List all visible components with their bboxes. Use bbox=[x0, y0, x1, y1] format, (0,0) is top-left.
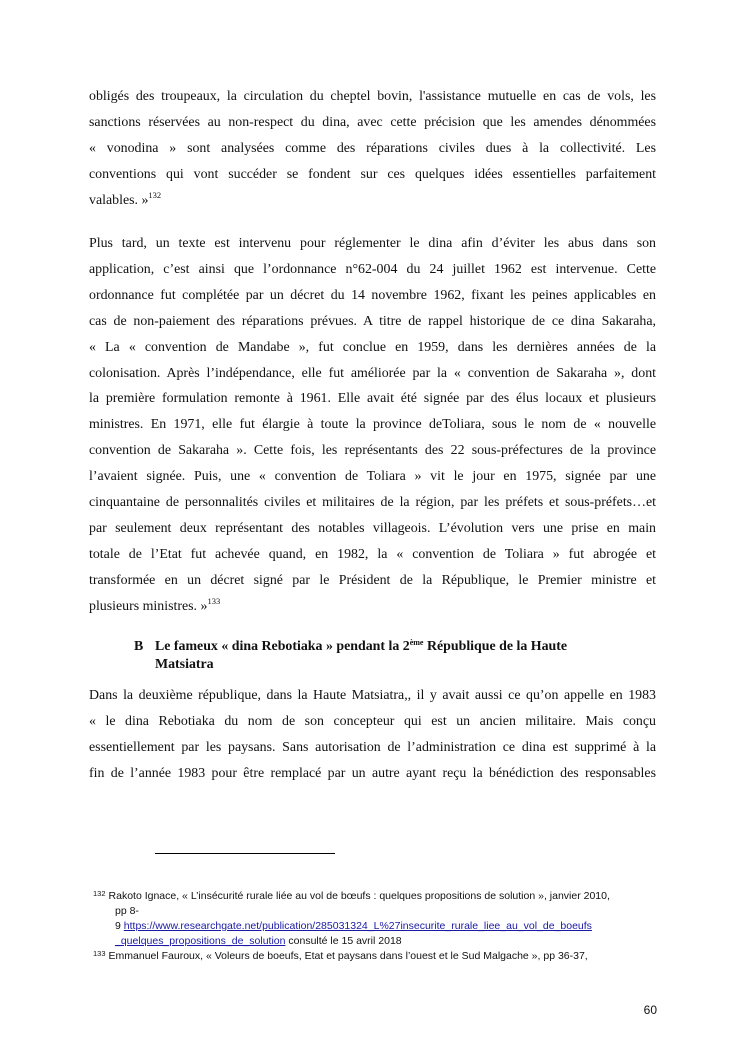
footnote-link[interactable]: https://www.researchgate.net/publication/285031324_L%27insecurite_rurale_liee_au_vol_de_boeufs bbox=[123, 920, 592, 932]
page-number: 60 bbox=[643, 1003, 657, 1017]
footnote-text: Rakoto Ignace, « L’insécurité rurale liée au vol de bœufs : quelques propositions de solution », janvier 2010, bbox=[108, 890, 610, 902]
paragraph-2 bbox=[89, 231, 656, 620]
footnote-133 bbox=[93, 946, 658, 964]
paragraph-1 bbox=[89, 84, 656, 214]
footnote-link-continued[interactable]: _quelques_propositions_de_solution bbox=[115, 935, 286, 947]
text-line: obligés des troupeaux, la circulation du cheptel bovin, l'assistance mutuelle en cas de vols, les bbox=[89, 89, 656, 104]
text-line: cinquantaine de personnalités civiles et militaires de la région, par les préfets et sous-préfets…et bbox=[89, 495, 656, 511]
text-line: transformée en un décret signé par le Président de la République, le Premier ministre et bbox=[89, 572, 656, 588]
section-letter: B bbox=[134, 639, 144, 654]
footnote-consulted: consulté le 15 avril 2018 bbox=[285, 935, 402, 947]
text-line-content: valables. » bbox=[89, 192, 149, 208]
footnote-number: 133 bbox=[93, 949, 106, 958]
text-line-content: plusieurs ministres. » bbox=[89, 598, 208, 614]
footnote-line: pp 8- bbox=[115, 905, 139, 917]
footnote-ref-133[interactable]: 133 bbox=[207, 595, 221, 606]
text-line: la première formulation remonte à 1961. Elle avait été signée par des élus locaux et plusieurs bbox=[89, 391, 656, 407]
text-line: « le dina Rebotiaka du nom de son concepteur qui est un ancien militaire. Mais conçu bbox=[89, 713, 656, 729]
text-line: par seulement deux représentant des notables villageois. L’évolution vers une prise en main bbox=[89, 520, 656, 536]
text-line: totale de l’Etat fut achevée quand, en 1982, la « convention de Toliara » fut abrogée et bbox=[89, 546, 656, 562]
text-line: Dans la deuxième république, dans la Haute Matsiatra,, il y avait aussi ce qu’on appelle en 1983 bbox=[89, 688, 656, 703]
section-heading bbox=[134, 638, 654, 674]
text-line: application, c’est ainsi que l’ordonnance n°62-004 du 24 juillet 1962 est intervenue. Cette bbox=[89, 261, 656, 277]
text-line: essentiellement par les paysans. Sans autorisation de l’administration ce dina est supprimé à la bbox=[89, 739, 656, 755]
paragraph-3 bbox=[89, 683, 656, 787]
text-line: cas de non-paiement des réparations prévues. A titre de rappel historique de ce dina Sakaraha, bbox=[89, 313, 656, 329]
text-line: l’avaient signée. Puis, une « convention de Toliara » vit le jour en 1975, signée par une bbox=[89, 469, 656, 485]
text-line: conventions qui vont succéder se fondent sur ces quelques idées essentielles parfaitement bbox=[89, 166, 656, 182]
footnote-separator bbox=[155, 853, 335, 854]
footnote-ref-132[interactable]: 132 bbox=[148, 189, 162, 200]
text-line: fin de l’année 1983 pour être remplacé par un autre ayant reçu la bénédiction des responsables bbox=[89, 765, 656, 781]
footnote-number: 132 bbox=[93, 889, 106, 898]
heading-line-2: Matsiatra bbox=[155, 657, 214, 672]
text-line: Plus tard, un texte est intervenu pour réglementer le dina afin d’éviter les abus dans son bbox=[89, 236, 656, 251]
heading-text-before: Le fameux « dina Rebotiaka » pendant la 2 bbox=[155, 639, 410, 654]
text-line: sanctions réservées au non-respect du dina, avec cette précision que les amendes dénommées bbox=[89, 114, 656, 130]
text-line: ministres. En 1971, elle fut élargie à toute la province deToliara, sous le nom de « nouvelle bbox=[89, 417, 656, 433]
text-line bbox=[89, 188, 656, 214]
text-line: ordonnance fut complétée par un décret du 14 novembre 1962, fixant les peines applicables en bbox=[89, 287, 656, 303]
footnote-text: Emmanuel Fauroux, « Voleurs de boeufs, Etat et paysans dans l’ouest et le Sud Malgache », pp 36-37, bbox=[108, 950, 588, 962]
footnote-page: 9 bbox=[115, 920, 124, 932]
footnote-132 bbox=[93, 886, 658, 949]
text-line: colonisation. Après l’indépendance, elle fut améliorée par la « convention de Sakaraha », dont bbox=[89, 365, 656, 381]
text-line bbox=[89, 594, 656, 620]
heading-superscript: ème bbox=[409, 638, 424, 647]
text-line: « vonodina » sont analysées comme des réparations civiles dues à la collectivité. Les bbox=[89, 140, 656, 156]
text-line: « La « convention de Mandabe », fut conclue en 1959, dans les dernières années de la bbox=[89, 339, 656, 355]
heading-text-after: République de la Haute bbox=[423, 639, 568, 654]
text-line: convention de Sakaraha ». Cette fois, les représentants des 22 sous-préfectures de la province bbox=[89, 443, 656, 459]
footnote-line bbox=[93, 919, 658, 934]
